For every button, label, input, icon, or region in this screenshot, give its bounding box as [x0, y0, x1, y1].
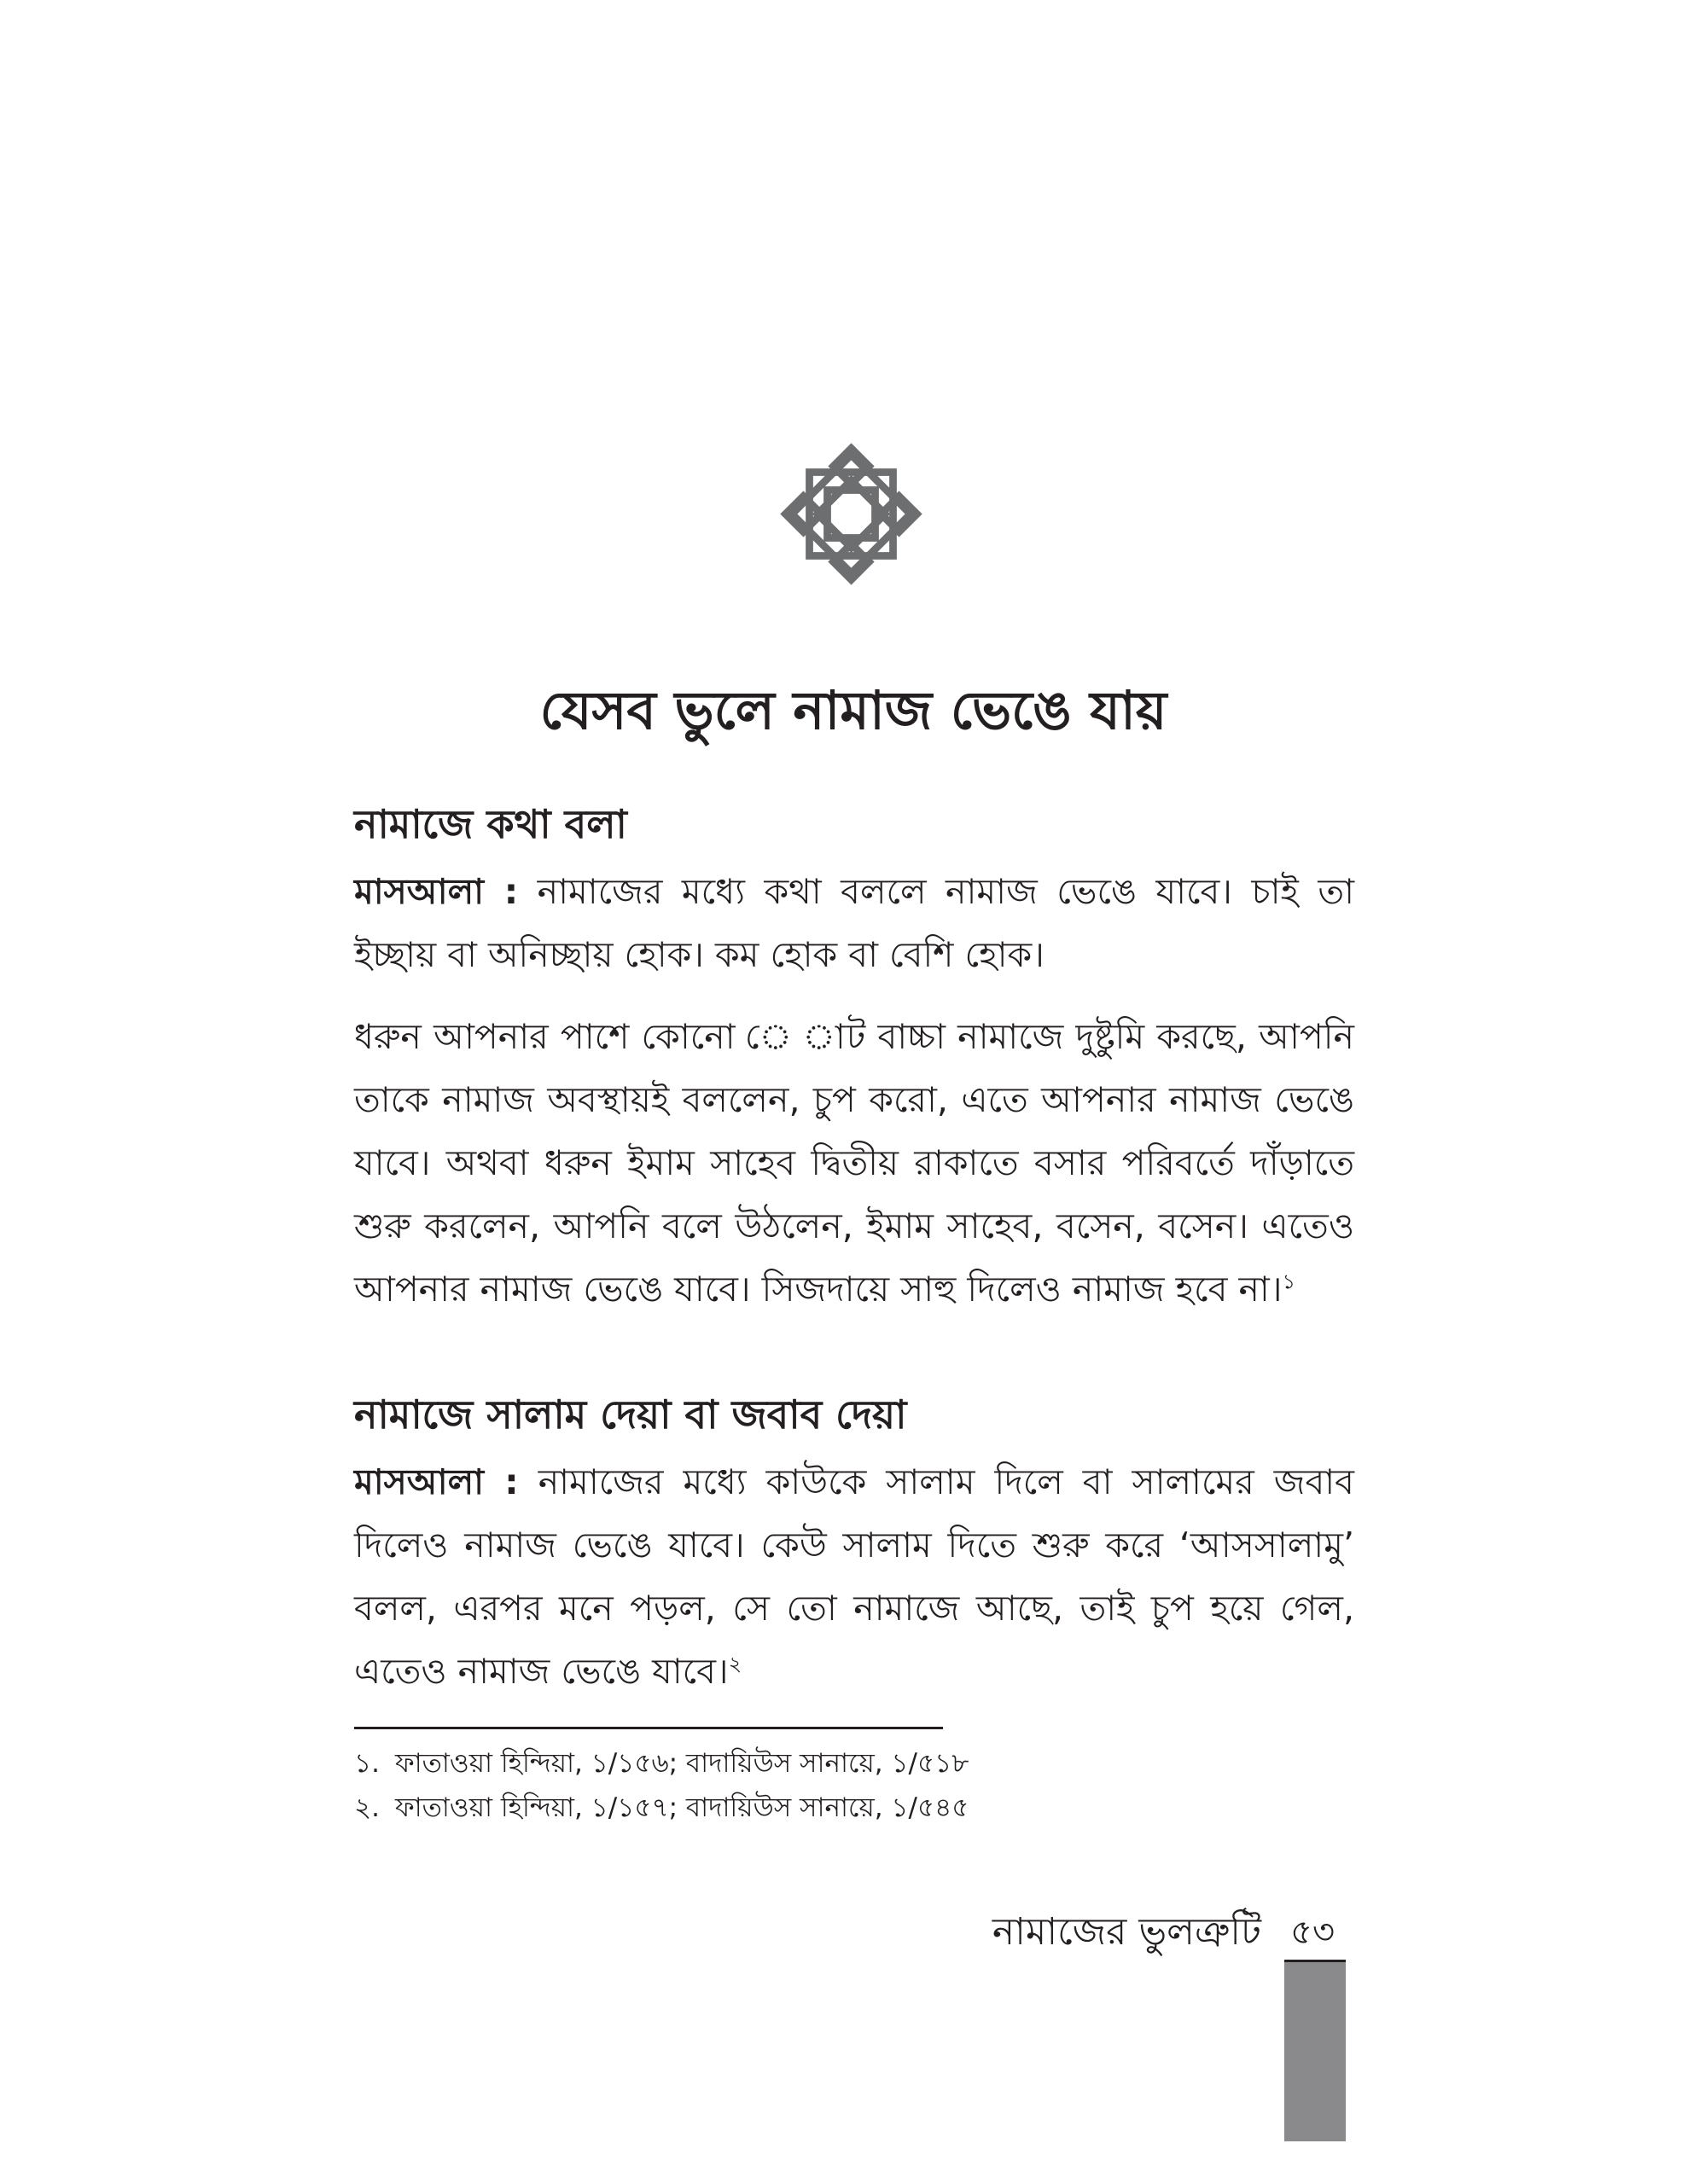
- eight-point-star-ornament-icon: [777, 439, 926, 589]
- paragraph-text: নামাজের মধ্যে কাউকে সালাম দিলে বা সালামের জবাব দিলেও নামাজ ভেঙে যাবে। কেউ সালাম দিতে শুরু করে ‘আসসালামু’ বলল, এরপর মনে পড়ল, সে তো নামাজে আছে, তাই চুপ হয়ে গেল, এতেও নামাজ ভেঙে যাবে।: [354, 1461, 1354, 1692]
- footnote-text: ফাতাওয়া হিন্দিয়া, ১/১৫৬; বাদায়িউস সানায়ে, ১/৫১৮: [395, 1748, 969, 1779]
- footnote-item: [354, 1741, 1354, 1786]
- example-paragraph: [354, 1005, 1354, 1321]
- page-number: ৫৩: [1290, 1913, 1335, 1952]
- section-salam-in-prayer: [354, 1384, 1354, 1703]
- main-content: [354, 793, 1354, 1830]
- masala-label: মাসআলা :: [354, 1461, 519, 1502]
- masala-paragraph: [354, 1450, 1354, 1703]
- footnote-reference[interactable]: ১: [1282, 1269, 1296, 1294]
- section-heading: নামাজে সালাম দেয়া বা জবাব দেয়া: [354, 1391, 907, 1438]
- running-footer-title: নামাজের ভুলত্রুটি: [992, 1910, 1261, 1954]
- paragraph-text: ধরুন আপনার পাশে কোনো ে াট বাচ্চা নামাজে দুষ্টুমি করছে, আপনি তাকে নামাজ অবস্থায়ই বললেন, চুপ করো, এতে আপনার নামাজ ভেঙে যাবে। অথবা ধরুন ইমাম সাহেব দ্বিতীয় রাকাতে বসার পরিবর্তে দাঁড়াতে শুরু করলেন, আপনি বলে উঠলেন, ইমাম সাহেব, বসেন, বসেন। এতেও আপনার নামাজ ভেঙে যাবে। সিজদায়ে সাহু দিলেও নামাজ হবে না।: [354, 1016, 1354, 1310]
- footnote-item: [354, 1786, 1354, 1830]
- footnotes: [354, 1741, 1354, 1830]
- masala-label: মাসআলা :: [354, 871, 519, 912]
- thumb-index-tab: [1284, 1962, 1346, 2141]
- footnote-number: ১.: [354, 1748, 380, 1779]
- chapter-title: যেসব ভুলে নামাজ ভেঙে যায়: [539, 679, 1167, 741]
- section-heading: নামাজে কথা বলা: [354, 801, 627, 847]
- footnote-number: ২.: [354, 1792, 381, 1823]
- paragraph-text: নামাজের মধ্যে কথা বললে নামাজ ভেঙে যাবে। চাই তা ইচ্ছায় বা অনিচ্ছায় হোক। কম হোক বা বেশি হোক।: [354, 871, 1354, 975]
- footnote-divider: [354, 1727, 943, 1729]
- masala-paragraph: [354, 860, 1354, 986]
- section-talking-in-prayer: [354, 793, 1354, 1321]
- footnote-text: ফাতাওয়া হিন্দিয়া, ১/১৫৭; বাদায়িউস সানায়ে, ১/৫৪৫: [395, 1792, 969, 1823]
- footnote-reference[interactable]: ২: [728, 1652, 742, 1676]
